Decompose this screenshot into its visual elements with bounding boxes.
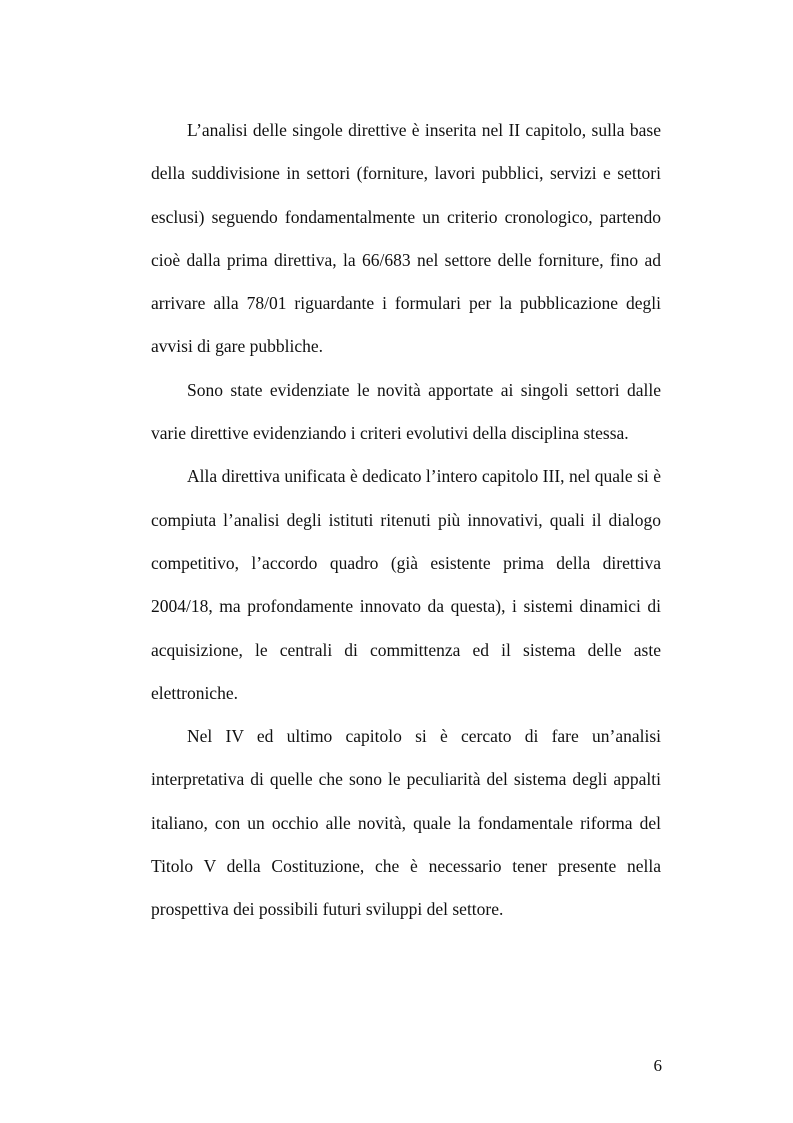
paragraph-direttiva-unificata: Alla direttiva unificata è dedicato l’intero capitolo III, nel quale si è compiuta l’analisi degli istituti ritenuti più innovativi, quali il dialogo competitivo, l’accordo quadro (già esistente prima della direttiva 2004/18, ma profondamente innovato da questa), i sistemi dinamici di acquisizione, le centrali di committenza ed il sistema delle aste elettroniche. bbox=[151, 466, 661, 703]
paragraph-analisi-direttive: L’analisi delle singole direttive è inserita nel II capitolo, sulla base della suddivisione in settori (forniture, lavori pubblici, servizi e settori esclusi) seguendo fondamentalmente un criterio cronologico, partendo cioè dalla prima direttiva, la 66/683 nel settore delle forniture, fino ad arrivare alla 78/01 riguardante i formulari per la pubblicazione degli avvisi di gare pubbliche. bbox=[151, 120, 661, 357]
document-body bbox=[151, 109, 661, 932]
paragraph-ultimo-capitolo: Nel IV ed ultimo capitolo si è cercato di fare un’analisi interpretativa di quelle che sono le peculiarità del sistema degli appalti italiano, con un occhio alle novità, quale la fondamentale riforma del Titolo V della Costituzione, che è necessario tener presente nella prospettiva dei possibili futuri sviluppi del settore. bbox=[151, 726, 661, 920]
page-number: 6 bbox=[653, 1056, 662, 1075]
paragraph-novita-settori: Sono state evidenziate le novità apportate ai singoli settori dalle varie direttive evidenziando i criteri evolutivi della disciplina stessa. bbox=[151, 379, 661, 444]
